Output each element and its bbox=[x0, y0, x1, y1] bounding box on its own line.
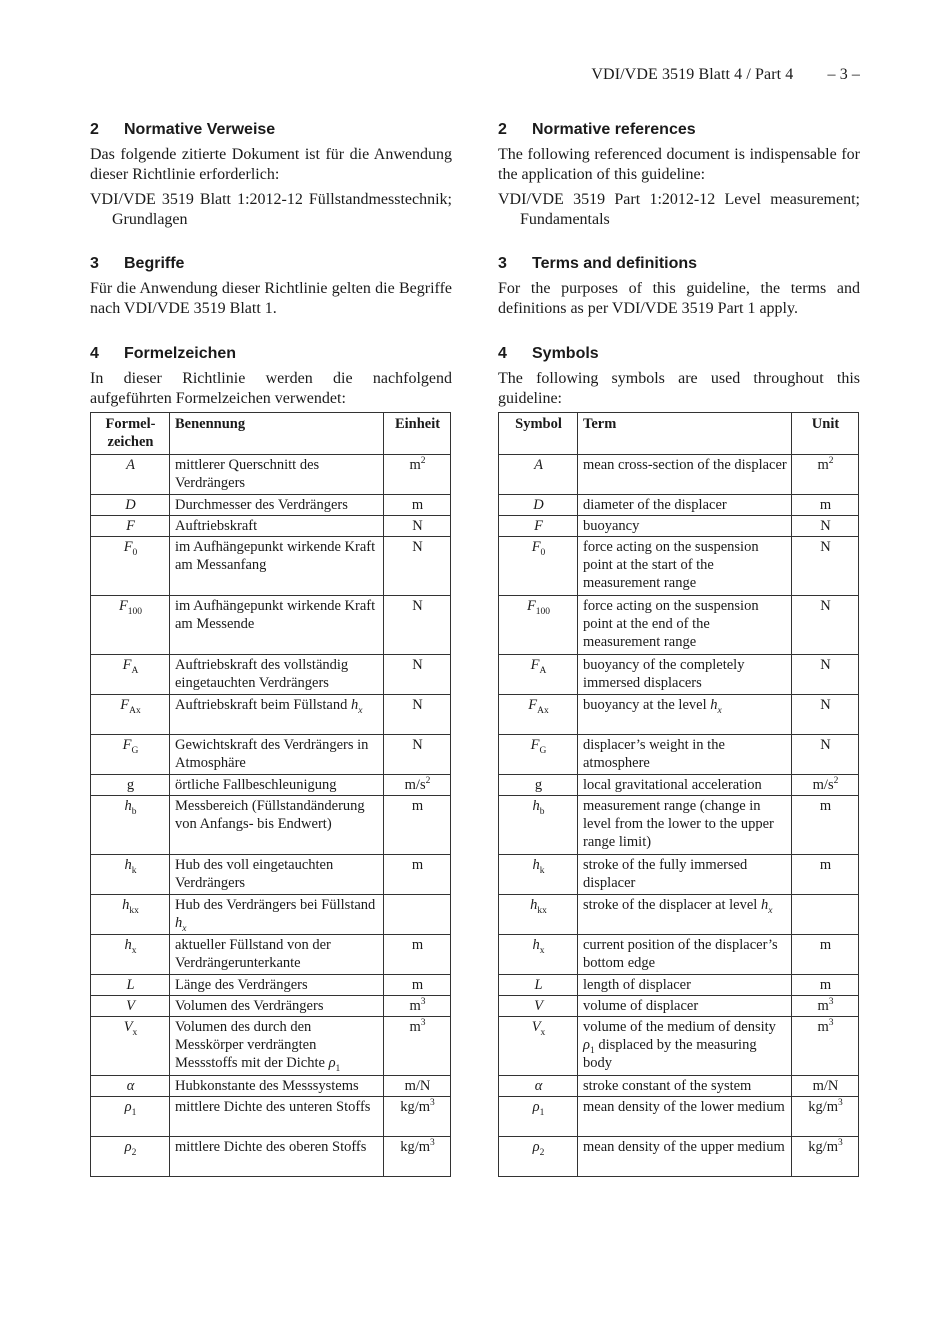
symbol-cell: α bbox=[91, 1076, 170, 1097]
unit-cell: N bbox=[384, 516, 451, 537]
unit-cell: $m^2$ bbox=[792, 455, 859, 495]
symbol-cell: $V_x$ bbox=[91, 1017, 170, 1076]
symbol-cell: g bbox=[499, 775, 578, 796]
running-header bbox=[591, 66, 860, 84]
symbol-cell: L bbox=[499, 975, 578, 996]
section-3-text-en: For the purposes of this guideline, the terms and definitions as per VDI/VDE 3519 Part 1 apply. bbox=[498, 280, 860, 317]
table-row bbox=[91, 775, 451, 796]
table-row bbox=[499, 1076, 859, 1097]
table-row bbox=[499, 537, 859, 596]
table-row bbox=[91, 996, 451, 1017]
symbol-cell: D bbox=[499, 495, 578, 516]
unit-cell: $kg/m^3$ bbox=[384, 1097, 451, 1137]
unit-cell: N bbox=[792, 735, 859, 775]
table-row bbox=[499, 895, 859, 935]
unit-cell: N bbox=[384, 735, 451, 775]
unit-cell: m bbox=[792, 935, 859, 975]
symbol-cell: $F_{Ax}$ bbox=[91, 695, 170, 735]
unit-cell: m/N bbox=[792, 1076, 859, 1097]
unit-cell: m bbox=[384, 495, 451, 516]
table-row bbox=[499, 975, 859, 996]
table-row bbox=[91, 655, 451, 695]
unit-cell: m bbox=[384, 975, 451, 996]
symbol-cell: $\rho_2$ bbox=[499, 1137, 578, 1177]
term-cell: buoyancy bbox=[578, 516, 792, 537]
unit-cell: $m/s^2$ bbox=[384, 775, 451, 796]
term-cell: Auftriebskraft bbox=[170, 516, 384, 537]
table-row bbox=[499, 516, 859, 537]
symbol-cell: A bbox=[499, 455, 578, 495]
unit-cell: N bbox=[384, 695, 451, 735]
table-row bbox=[499, 495, 859, 516]
table-row bbox=[91, 1137, 451, 1177]
term-cell: Auftriebskraft des vollständig eingetauchten Verdrängers bbox=[170, 655, 384, 695]
symbol-cell: $h_x$ bbox=[91, 935, 170, 975]
symbol-cell: $F_A$ bbox=[499, 655, 578, 695]
section-4-text-de: In dieser Richtlinie werden die nachfolgend aufgeführten Formelzeichen verwendet: bbox=[90, 370, 452, 407]
term-cell: mittlere Dichte des oberen Stoffs bbox=[170, 1137, 384, 1177]
table-row bbox=[499, 695, 859, 735]
german-column bbox=[90, 118, 452, 1177]
table-row bbox=[91, 516, 451, 537]
unit-cell: $m^3$ bbox=[384, 1017, 451, 1076]
term-cell: im Aufhängepunkt wirkende Kraft am Messende bbox=[170, 596, 384, 655]
unit-cell: N bbox=[792, 695, 859, 735]
term-cell: stroke constant of the system bbox=[578, 1076, 792, 1097]
unit-cell: m/N bbox=[384, 1076, 451, 1097]
unit-cell: m bbox=[384, 855, 451, 895]
unit-cell: $m^3$ bbox=[792, 1017, 859, 1076]
term-cell: buoyancy of the completely immersed displacers bbox=[578, 655, 792, 695]
normative-reference-de: VDI/VDE 3519 Blatt 1:2012-12 Füllstandmesstechnik; Grundlagen bbox=[90, 191, 452, 228]
unit-cell: m bbox=[792, 975, 859, 996]
unit-cell: N bbox=[384, 537, 451, 596]
term-cell: force acting on the suspension point at the start of the measurement range bbox=[578, 537, 792, 596]
symbol-cell: $F_G$ bbox=[499, 735, 578, 775]
section-4-text-en: The following symbols are used throughout this guideline: bbox=[498, 370, 860, 407]
table-row bbox=[91, 1076, 451, 1097]
term-cell: Gewichtskraft des Verdrängers in Atmosphäre bbox=[170, 735, 384, 775]
table-row bbox=[91, 855, 451, 895]
symbol-cell: $h_{kx}$ bbox=[499, 895, 578, 935]
term-cell: mittlerer Querschnitt des Verdrängers bbox=[170, 455, 384, 495]
symbol-cell: $\rho_1$ bbox=[499, 1097, 578, 1137]
unit-cell: N bbox=[792, 516, 859, 537]
table-row bbox=[499, 655, 859, 695]
symbol-cell: $h_k$ bbox=[91, 855, 170, 895]
symbols-table-de bbox=[90, 412, 451, 1177]
table-row bbox=[91, 1017, 451, 1076]
column-header-symbol: Formel-zeichen bbox=[91, 413, 170, 455]
unit-cell: N bbox=[384, 596, 451, 655]
term-cell: Durchmesser des Verdrängers bbox=[170, 495, 384, 516]
unit-cell: $kg/m^3$ bbox=[792, 1137, 859, 1177]
term-cell: measurement range (change in level from the lower to the upper range limit) bbox=[578, 796, 792, 855]
symbol-cell: $h_{kx}$ bbox=[91, 895, 170, 935]
unit-cell: $m^3$ bbox=[792, 996, 859, 1017]
term-cell: volume of the medium of density $\rho_1$ displaced by the measuring body bbox=[578, 1017, 792, 1076]
term-cell: volume of displacer bbox=[578, 996, 792, 1017]
section-heading-4-en: 4 Symbols bbox=[498, 345, 599, 362]
term-cell: buoyancy at the level $h_x$ bbox=[578, 695, 792, 735]
term-cell: örtliche Fallbeschleunigung bbox=[170, 775, 384, 796]
term-cell: Auftriebskraft beim Füllstand $h_x$ bbox=[170, 695, 384, 735]
column-header-symbol: Symbol bbox=[499, 413, 578, 455]
symbol-cell: $h_b$ bbox=[91, 796, 170, 855]
term-cell: mean density of the lower medium bbox=[578, 1097, 792, 1137]
english-column bbox=[498, 118, 860, 1177]
term-cell: force acting on the suspension point at the end of the measurement range bbox=[578, 596, 792, 655]
section-2-text-de: Das folgende zitierte Dokument ist für die Anwendung dieser Richtlinie erforderlich: bbox=[90, 146, 452, 183]
unit-cell: m bbox=[792, 796, 859, 855]
unit-cell: N bbox=[792, 537, 859, 596]
unit-cell: m bbox=[384, 935, 451, 975]
table-row bbox=[499, 735, 859, 775]
term-cell: stroke of the fully immersed displacer bbox=[578, 855, 792, 895]
term-cell: mean cross-section of the displacer bbox=[578, 455, 792, 495]
symbol-cell: $F_G$ bbox=[91, 735, 170, 775]
table-row bbox=[91, 975, 451, 996]
term-cell: im Aufhängepunkt wirkende Kraft am Messanfang bbox=[170, 537, 384, 596]
column-header-term: Benennung bbox=[170, 413, 384, 455]
section-3-text-de: Für die Anwendung dieser Richtlinie gelten die Begriffe nach VDI/VDE 3519 Blatt 1. bbox=[90, 280, 452, 317]
symbol-cell: $F_0$ bbox=[91, 537, 170, 596]
section-heading-2-en: 2 Normative references bbox=[498, 121, 696, 138]
term-cell: Hub des Verdrängers bei Füllstand $h_x$ bbox=[170, 895, 384, 935]
symbol-cell: $F_0$ bbox=[499, 537, 578, 596]
unit-cell: $m/s^2$ bbox=[792, 775, 859, 796]
unit-cell: N bbox=[792, 596, 859, 655]
section-heading-4-de: 4 Formelzeichen bbox=[90, 345, 237, 362]
table-row bbox=[499, 1097, 859, 1137]
term-cell: diameter of the displacer bbox=[578, 495, 792, 516]
term-cell: displacer’s weight in the atmosphere bbox=[578, 735, 792, 775]
table-row bbox=[91, 796, 451, 855]
table-row bbox=[91, 895, 451, 935]
unit-cell: N bbox=[792, 655, 859, 695]
unit-cell bbox=[792, 895, 859, 935]
table-row bbox=[91, 455, 451, 495]
unit-cell: N bbox=[384, 655, 451, 695]
table-row bbox=[499, 996, 859, 1017]
symbol-cell: g bbox=[91, 775, 170, 796]
unit-cell: $m^2$ bbox=[384, 455, 451, 495]
table-row bbox=[91, 495, 451, 516]
term-cell: local gravitational acceleration bbox=[578, 775, 792, 796]
term-cell: Volumen des durch den Messkörper verdrängten Messstoffs mit der Dichte $\rho_1$ bbox=[170, 1017, 384, 1076]
page-number: – 3 – bbox=[827, 66, 860, 83]
term-cell: Messbereich (Füllstandänderung von Anfangs- bis Endwert) bbox=[170, 796, 384, 855]
symbol-cell: $F_A$ bbox=[91, 655, 170, 695]
table-row bbox=[499, 1137, 859, 1177]
table-row bbox=[91, 596, 451, 655]
symbol-cell: D bbox=[91, 495, 170, 516]
unit-cell: m bbox=[792, 855, 859, 895]
table-row bbox=[91, 695, 451, 735]
table-row bbox=[499, 796, 859, 855]
symbol-cell: $\rho_2$ bbox=[91, 1137, 170, 1177]
table-row bbox=[499, 1017, 859, 1076]
symbol-cell: V bbox=[91, 996, 170, 1017]
term-cell: current position of the displacer’s bottom edge bbox=[578, 935, 792, 975]
symbol-cell: $h_b$ bbox=[499, 796, 578, 855]
symbols-table-en bbox=[498, 412, 859, 1177]
term-cell: stroke of the displacer at level $h_x$ bbox=[578, 895, 792, 935]
table-row bbox=[91, 537, 451, 596]
symbol-cell: F bbox=[499, 516, 578, 537]
term-cell: mittlere Dichte des unteren Stoffs bbox=[170, 1097, 384, 1137]
term-cell: Hub des voll eingetauchten Verdrängers bbox=[170, 855, 384, 895]
unit-cell: m bbox=[384, 796, 451, 855]
normative-reference-en: VDI/VDE 3519 Part 1:2012-12 Level measurement; Fundamentals bbox=[498, 191, 860, 228]
table-row bbox=[499, 855, 859, 895]
term-cell: mean density of the upper medium bbox=[578, 1137, 792, 1177]
symbol-cell: $F_{100}$ bbox=[91, 596, 170, 655]
symbol-cell: L bbox=[91, 975, 170, 996]
table-row bbox=[499, 596, 859, 655]
symbol-cell: α bbox=[499, 1076, 578, 1097]
table-row bbox=[499, 455, 859, 495]
table-row bbox=[499, 935, 859, 975]
table-row bbox=[91, 735, 451, 775]
symbol-cell: $h_x$ bbox=[499, 935, 578, 975]
unit-cell: $m^3$ bbox=[384, 996, 451, 1017]
section-2-text-en: The following referenced document is indispensable for the application of this guideline: bbox=[498, 146, 860, 183]
unit-cell: m bbox=[792, 495, 859, 516]
symbol-cell: V bbox=[499, 996, 578, 1017]
section-heading-3-de: 3 Begriffe bbox=[90, 255, 185, 272]
term-cell: Länge des Verdrängers bbox=[170, 975, 384, 996]
symbol-cell: $F_{Ax}$ bbox=[499, 695, 578, 735]
column-header-term: Term bbox=[578, 413, 792, 455]
section-heading-3-en: 3 Terms and definitions bbox=[498, 255, 698, 272]
unit-cell: $kg/m^3$ bbox=[384, 1137, 451, 1177]
symbol-cell: $F_{100}$ bbox=[499, 596, 578, 655]
unit-cell bbox=[384, 895, 451, 935]
symbol-cell: $\rho_1$ bbox=[91, 1097, 170, 1137]
symbol-cell: $h_k$ bbox=[499, 855, 578, 895]
section-heading-2-de: 2 Normative Verweise bbox=[90, 121, 276, 138]
table-row bbox=[499, 775, 859, 796]
symbol-cell: F bbox=[91, 516, 170, 537]
doc-title: VDI/VDE 3519 Blatt 4 / Part 4 bbox=[591, 66, 794, 83]
term-cell: length of displacer bbox=[578, 975, 792, 996]
symbol-cell: $V_x$ bbox=[499, 1017, 578, 1076]
table-row bbox=[91, 935, 451, 975]
unit-cell: $kg/m^3$ bbox=[792, 1097, 859, 1137]
table-row bbox=[91, 1097, 451, 1137]
column-header-unit: Einheit bbox=[384, 413, 451, 455]
column-header-unit: Unit bbox=[792, 413, 859, 455]
term-cell: Hubkonstante des Messsystems bbox=[170, 1076, 384, 1097]
term-cell: Volumen des Verdrängers bbox=[170, 996, 384, 1017]
term-cell: aktueller Füllstand von der Verdrängerunterkante bbox=[170, 935, 384, 975]
symbol-cell: A bbox=[91, 455, 170, 495]
